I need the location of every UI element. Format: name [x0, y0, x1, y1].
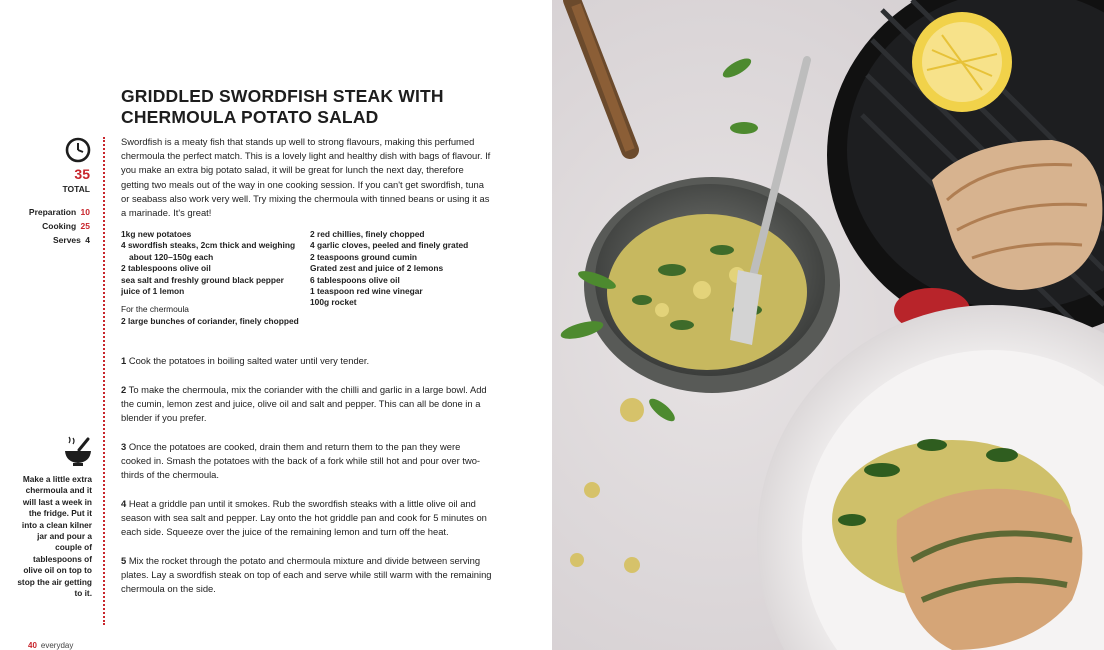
ingredients-column-2	[310, 229, 490, 309]
sidebar-divider	[103, 137, 105, 625]
stat-value: 10	[80, 207, 90, 217]
recipe-intro: Swordfish is a meaty fish that stands up well to strong flavours, making this perfumed chermoula the perfect match. This is a lovely light and healthy dish with bags of flavour. If you make an extra big potato salad, it will be great for lunch the next day, therefore getting two meals out of the way in one cooking session. If you can't get swordfish, tuna or seabass also work very well. Try mixing the chermoula with tinned beans or using it as a marinade. It's great!	[121, 136, 491, 219]
step-number: 2	[121, 384, 127, 395]
chermoula-heading: For the chermoula	[121, 304, 189, 315]
step-text: Once the potatoes are cooked, drain them and return them to the pan they were cooked in. Smash the potatoes with the back of a fork while still hot and pour over two-thirds of the chermoula.	[121, 441, 481, 481]
method-step	[121, 440, 493, 483]
clock-icon	[64, 136, 92, 164]
stat-preparation	[10, 205, 90, 219]
step-text: Heat a griddle pan until it smokes. Rub the swordfish steaks with a little olive oil and season with sea salt and pepper. Lay onto the hot griddle pan and cook for 5 minutes on each side. Squeeze over the juice of the remaining lemon and turn off the heat.	[121, 498, 487, 538]
method-step	[121, 497, 493, 540]
stat-label: Cooking	[42, 221, 77, 231]
total-time-label: TOTAL	[62, 184, 90, 194]
stat-serves	[10, 233, 90, 247]
page-number: 40	[28, 641, 37, 650]
method-step	[121, 354, 493, 368]
ingredient-item: 2 red chillies, finely chopped	[310, 229, 425, 239]
stat-label: Serves	[53, 235, 81, 245]
method-step	[121, 383, 493, 426]
recipe-stats	[10, 205, 90, 247]
ingredient-item: juice of 1 lemon	[121, 286, 185, 297]
section-name: everyday	[40, 641, 74, 650]
ingredient-item: 100g rocket	[310, 297, 357, 308]
ingredient-item: 6 tablespoons olive oil	[310, 274, 400, 285]
ingredient-item: 2 teaspoons ground cumin	[310, 251, 418, 262]
step-text: To make the chermoula, mix the coriander with the chilli and garlic in a large bowl. Add the cumin, lemon zest and juice, olive oil and salt and pepper. This can all be done in a blender if you prefer.	[121, 384, 487, 424]
ingredient-item: 1 teaspoon red wine vinegar	[310, 286, 423, 297]
step-number: 5	[121, 555, 127, 566]
stat-value: 25	[80, 221, 90, 231]
ingredient-item: 2 large bunches of coriander, finely chopped	[121, 315, 299, 326]
food-photo	[552, 0, 1104, 650]
recipe-title: GRIDDLED SWORDFISH STEAK WITH CHERMOULA POTATO SALAD	[121, 86, 444, 127]
ingredient-item: 1kg new potatoes	[121, 229, 192, 239]
ingredient-item: 2 tablespoons olive oil	[121, 263, 211, 274]
method-step	[121, 554, 493, 597]
stat-value: 4	[85, 235, 90, 245]
stat-label: Preparation	[28, 207, 77, 217]
ingredient-item: 4 swordfish steaks, 2cm thick and weighing about 120–150g each	[121, 240, 296, 262]
ingredient-item: Grated zest and juice of 2 lemons	[310, 263, 444, 274]
step-number: 3	[121, 441, 127, 452]
total-time-value: 35	[74, 166, 90, 182]
step-number: 4	[121, 498, 127, 509]
ingredient-item: sea salt and freshly ground black pepper	[121, 274, 284, 285]
page-footer	[28, 641, 73, 650]
ingredient-item: 4 garlic cloves, peeled and finely grated	[310, 240, 469, 251]
stat-cooking	[10, 219, 90, 233]
step-text: Cook the potatoes in boiling salted water until very tender.	[128, 355, 370, 366]
lemon-half	[912, 12, 1012, 112]
step-number: 1	[121, 355, 127, 366]
cooking-tip: Make a little extra chermoula and it will last a week in the fridge. Put it into a clean kilner jar and pour a couple of tablespoons of olive oil on top to stop the air getting to it.	[17, 474, 92, 599]
ingredients-column-1	[121, 229, 306, 327]
step-text: Mix the rocket through the potato and chermoula mixture and divide between serving plates. Lay a swordfish steak on top of each and serve while still warm with the remaining chermoula on the side.	[121, 555, 492, 595]
mortar-bowl-icon	[62, 436, 94, 468]
